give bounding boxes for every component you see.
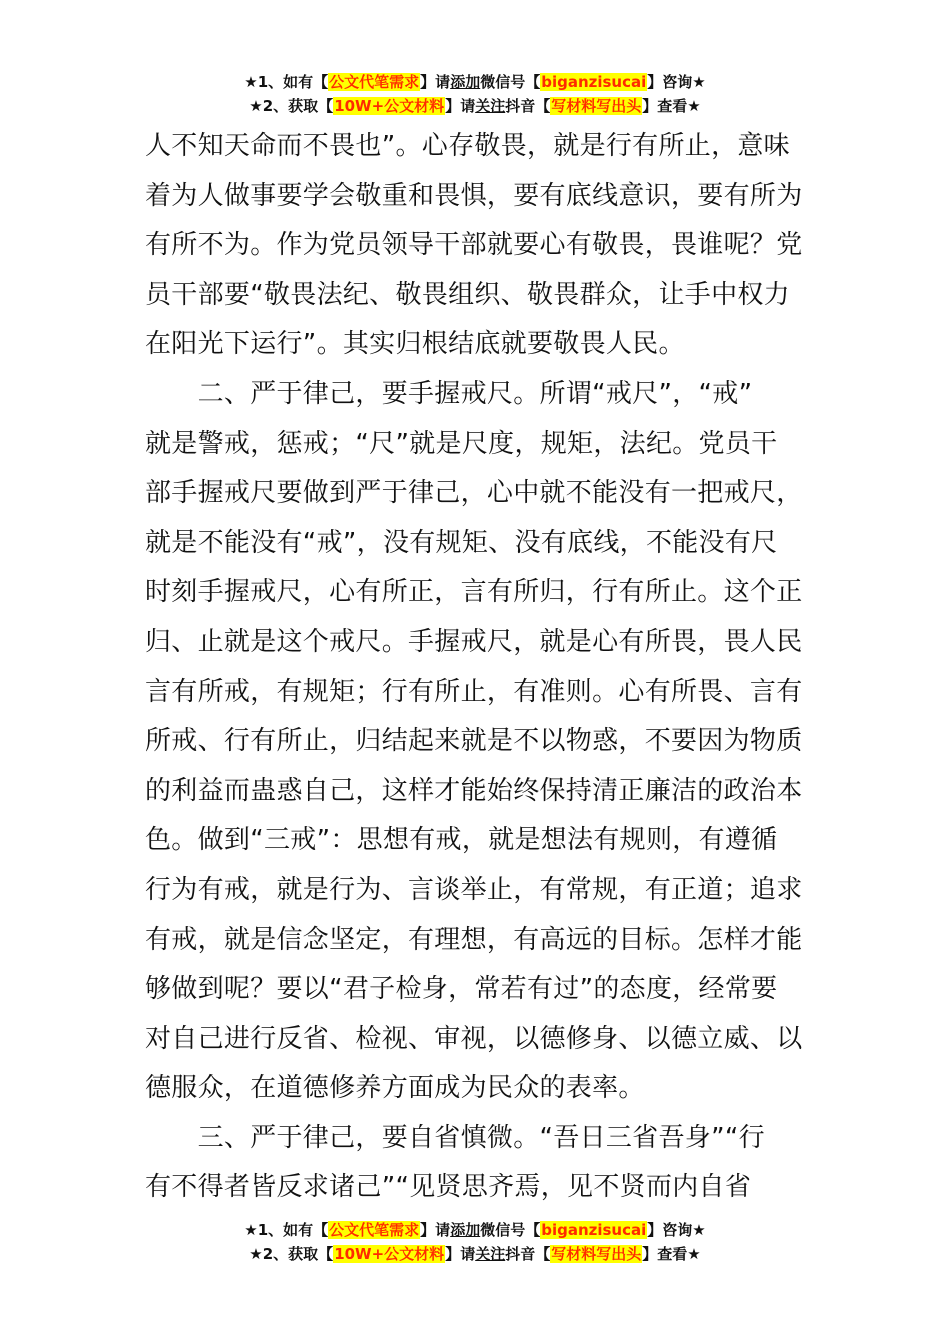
banner-text: 】查看★ (642, 97, 701, 115)
banner-line-2 (0, 1242, 950, 1266)
banner-underline: 添加 (450, 1221, 481, 1239)
text-line: 归、止就是这个戒尺。手握戒尺，就是心有所畏，畏人民 (145, 626, 803, 657)
text-line: 三、严于律己，要自省慎微。“吾日三省吾身”“行 (145, 1122, 765, 1153)
banner-text: 】请 (445, 1245, 476, 1263)
text-line: 德服众，在道德修养方面成为民众的表率。 (145, 1073, 645, 1104)
banner-underline: 添加 (450, 73, 481, 91)
text-line: 有戒，就是信念坚定，有理想，有高远的目标。怎样才能 (145, 924, 803, 955)
banner-highlight: 写材料写出头 (551, 1245, 642, 1263)
banner-text: 】请 (445, 97, 476, 115)
document-body (145, 122, 810, 1213)
text-line: 时刻手握戒尺，心有所正，言有所归，行有所止。这个正 (145, 577, 803, 608)
banner-line-2 (0, 94, 950, 118)
text-line: 够做到呢？要以“君子检身，常若有过”的态度，经常要 (145, 974, 778, 1005)
banner-text: 】查看★ (642, 1245, 701, 1263)
banner-text: 抖音【 (505, 97, 551, 115)
banner-underline: 关注 (475, 1245, 506, 1263)
banner-text: 微信号【 (480, 1221, 541, 1239)
banner-text: 】请 (420, 73, 451, 91)
banner-underline: 关注 (475, 97, 506, 115)
banner-highlight: 公文代笔需求 (329, 73, 420, 91)
text-line: 就是警戒，惩戒；“尺”就是尺度，规矩，法纪。党员干 (145, 428, 778, 459)
header-banner (0, 70, 950, 118)
banner-highlight: 写材料写出头 (551, 97, 642, 115)
banner-line-1 (0, 70, 950, 94)
text-line: 对自己进行反省、检视、审视，以德修身、以德立威、以 (145, 1023, 803, 1054)
text-line: 二、严于律己，要手握戒尺。所谓“戒尺”，“戒” (145, 378, 753, 409)
text-line: 有所不为。作为党员领导干部就要心有敬畏，畏谁呢？党 (145, 230, 803, 261)
text-line: 的利益而蛊惑自己，这样才能始终保持清正廉洁的政治本 (145, 775, 803, 806)
banner-text: 】咨询★ (647, 1221, 706, 1239)
banner-highlight: biganzisucai (541, 73, 647, 91)
text-line: 员干部要“敬畏法纪、敬畏组织、敬畏群众，让手中权力 (145, 279, 790, 310)
banner-text: ★1、如有【 (244, 73, 329, 91)
text-line: 着为人做事要学会敬重和畏惧，要有底线意识，要有所为 (145, 180, 803, 211)
text-line: 在阳光下运行”。其实归根结底就要敬畏人民。 (145, 329, 685, 360)
text-line: 就是不能没有“戒”，没有规矩、没有底线，不能没有尺 (145, 527, 778, 558)
text-line: 部手握戒尺要做到严于律己，心中就不能没有一把戒尺， (145, 478, 803, 509)
banner-line-1 (0, 1218, 950, 1242)
banner-highlight: 10W+公文材料 (334, 1245, 445, 1263)
banner-text: 微信号【 (480, 73, 541, 91)
text-line: 言有所戒，有规矩；行有所止，有准则。心有所畏、言有 (145, 676, 803, 707)
text-line: 行为有戒，就是行为、言谈举止，有常规，有正道；追求 (145, 874, 803, 905)
banner-text: 抖音【 (505, 1245, 551, 1263)
text-line: 所戒、行有所止，归结起来就是不以物惑，不要因为物质 (145, 726, 803, 757)
text-line: 色。做到“三戒”：思想有戒，就是想法有规则，有遵循 (145, 825, 778, 856)
footer-banner (0, 1218, 950, 1266)
banner-text: ★1、如有【 (244, 1221, 329, 1239)
banner-text: ★2、获取【 (249, 1245, 334, 1263)
banner-text: ★2、获取【 (249, 97, 334, 115)
text-line: 有不得者皆反求诸己”“见贤思齐焉，见不贤而内自省 (145, 1172, 752, 1203)
banner-text: 】请 (420, 1221, 451, 1239)
banner-text: 】咨询★ (647, 73, 706, 91)
banner-highlight: 公文代笔需求 (329, 1221, 420, 1239)
text-line: 人不知天命而不畏也”。心存敬畏，就是行有所止，意味 (145, 131, 790, 161)
banner-highlight: 10W+公文材料 (334, 97, 445, 115)
banner-highlight: biganzisucai (541, 1221, 647, 1239)
